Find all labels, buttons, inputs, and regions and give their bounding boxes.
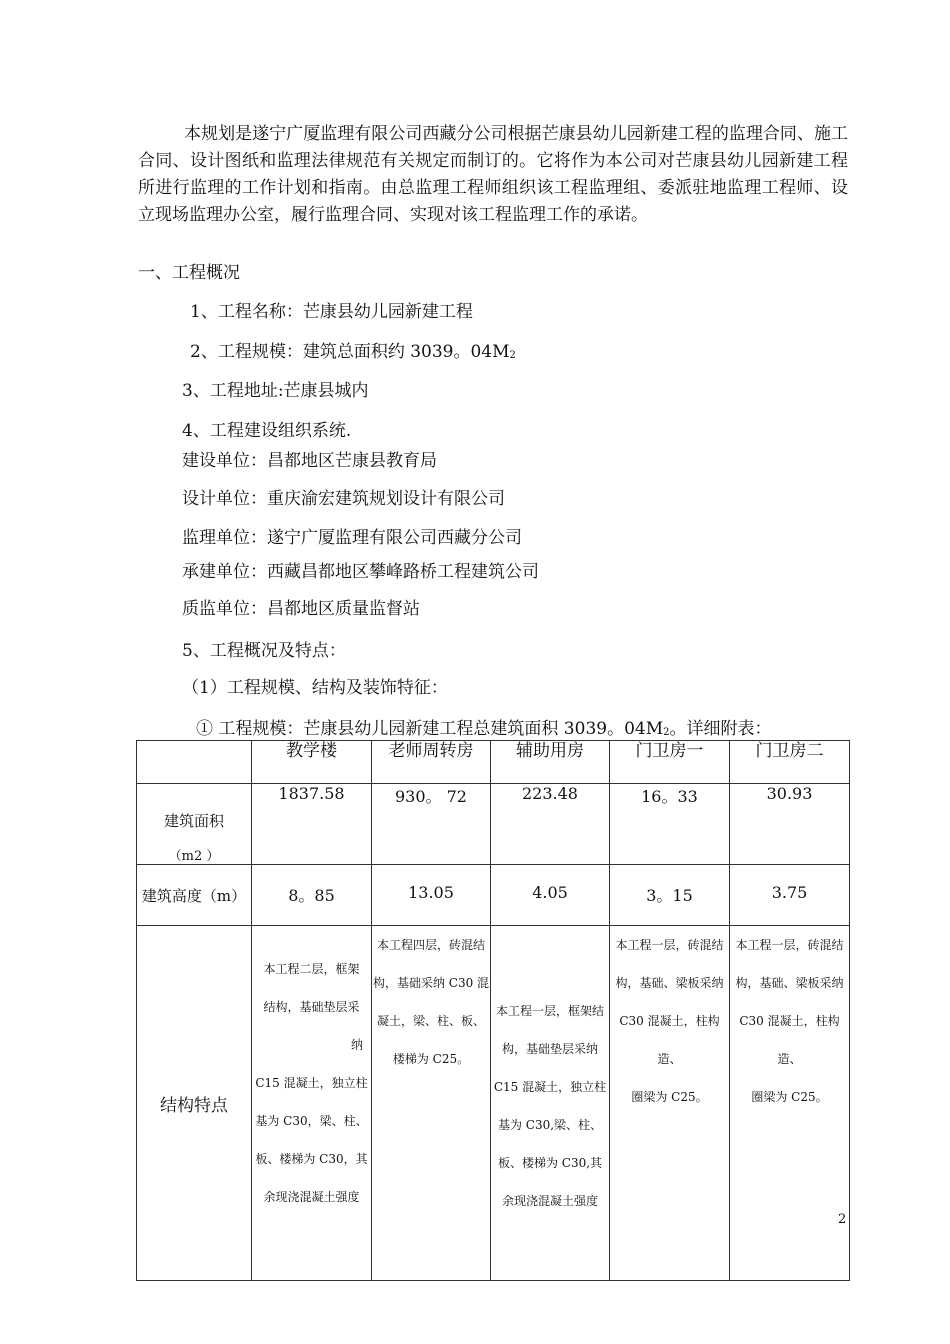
structure-line: 结构，基础垫层采 [263,1000,360,1014]
structure-line: 余现浇混凝土强度 [501,1194,598,1208]
table-cell-area: 30.93 [730,784,850,865]
structure-line: 基为 C30,梁、柱、 [497,1118,603,1132]
table-cell-height: 3。15 [610,865,730,926]
item-project-name: 1、工程名称：芒康县幼儿园新建工程 [190,302,473,322]
table-header-cell: 门卫房一 [610,741,730,784]
table-header-cell: 门卫房二 [730,741,850,784]
structure-line: 楼梯为 C25。 [392,1052,470,1066]
building-spec-table [136,740,850,1281]
structure-line: 本工程二层，框架 [263,962,360,976]
section-heading-overview: 一、工程概况 [138,263,240,283]
intro-paragraph [138,121,848,229]
structure-line: 纳 [350,1038,363,1052]
item-project-scale-sub: 2 [509,350,516,361]
table-cell-height: 3.75 [730,865,850,926]
table-row-height [137,865,850,926]
item-project-address: 3、工程地址:芒康县城内 [182,381,369,401]
table-header-cell: 辅助用房 [491,741,610,784]
table-cell-area: 930。 72 [372,784,491,865]
table-corner-cell [137,741,252,784]
item-scale-structure: （1）工程规模、结构及装饰特征： [182,678,448,698]
org-design-unit: 设计单位：重庆渝宏建筑规划设计有限公司 [182,489,505,509]
intro-text: 本规划是遂宁广厦监理有限公司西藏分公司根据芒康县幼儿园新建工程的监理合同、施工合同、设计图纸和监理法律规范有关规定而制订的。它将作为本公司对芒康县幼儿园新建工程所进行监理的工作计划和指南。由总监理工程师组织该工程监理组、委派驻地监理工程师、设立现场监理办公室，履行监理合同、实现对该工程监理工作的承诺。 [138,124,848,225]
structure-line: 构，基础采纳 C30 混 [372,976,490,990]
item-scale-detail-sub: 2 [663,727,670,738]
structure-line: C30 混凝土，柱构 [619,1014,720,1028]
table-cell-area: 16。33 [610,784,730,865]
org-contract-unit: 承建单位：西藏昌都地区攀峰路桥工程建筑公司 [182,562,539,582]
structure-line: 板、楼梯为 C30,其 [497,1156,603,1170]
row-label-height: 建筑高度（m） [137,865,252,926]
structure-line: C15 混凝土，独立柱 [493,1080,607,1094]
row-label-area [137,784,252,865]
area-label: 建筑面积 [163,812,224,830]
structure-line: 造、 [657,1052,682,1066]
table-cell-structure [610,926,730,1281]
table-cell-area: 1837.58 [252,784,372,865]
structure-line: 基为 C30，梁、柱、 [255,1114,368,1128]
structure-line: 构，基础、梁板采纳 [735,976,844,990]
structure-line: 本工程一层，砖混结 [735,938,844,952]
structure-line: 本工程一层，砖混结 [615,938,724,952]
structure-line: C30 混凝土，柱构 [739,1014,840,1028]
table-header-cell: 教学楼 [252,741,372,784]
table-cell-structure [372,926,491,1281]
table-header-cell: 老师周转房 [372,741,491,784]
item-scale-detail-text: ① 工程规模：芒康县幼儿园新建工程总建筑面积 3039。04M [196,719,664,739]
structure-line: 圈梁为 C25。 [631,1090,708,1104]
table-cell-structure [730,926,850,1281]
structure-line: 余现浇混凝土强度 [263,1190,360,1204]
table-cell-structure [491,926,610,1281]
table-row-area [137,784,850,865]
table-cell-structure [252,926,372,1281]
structure-line: 构，基础垫层采纳 [501,1042,598,1056]
table-cell-area: 223.48 [491,784,610,865]
item-scale-detail-tail: 。详细附表： [669,719,772,739]
table-cell-height: 8。85 [252,865,372,926]
item-overview-features: 5、工程概况及特点： [182,641,346,661]
structure-line: 圈梁为 C25。 [751,1090,828,1104]
structure-line: 造、 [777,1052,802,1066]
org-supervise-unit: 监理单位：遂宁广厦监理有限公司西藏分公司 [182,528,522,548]
item-project-scale-text: 2、工程规模：建筑总面积约 3039。04M [190,342,510,362]
table-cell-height: 13.05 [372,865,491,926]
structure-line: 本工程四层，砖混结 [376,938,485,952]
structure-line: 板、楼梯为 C30，其 [255,1152,368,1166]
item-org-system: 4、工程建设组织系统. [182,421,352,441]
table-header-row [137,741,850,784]
table-cell-height: 4.05 [491,865,610,926]
structure-line: 凝土，梁、柱、板、 [376,1014,485,1028]
structure-line: 构，基础、梁板采纳 [615,976,724,990]
item-project-scale [190,341,516,367]
row-label-structure: 结构特点 [137,926,252,1281]
page-number: 2 [838,1212,847,1227]
structure-line: 本工程一层，框架结 [495,1004,604,1018]
area-unit: （m2 ） [168,849,220,864]
table-row-structure [137,926,850,1281]
structure-line: C15 混凝土，独立柱 [255,1076,368,1090]
org-quality-unit: 质监单位：昌都地区质量监督站 [182,599,420,619]
org-build-unit: 建设单位：昌都地区芒康县教育局 [182,451,437,471]
